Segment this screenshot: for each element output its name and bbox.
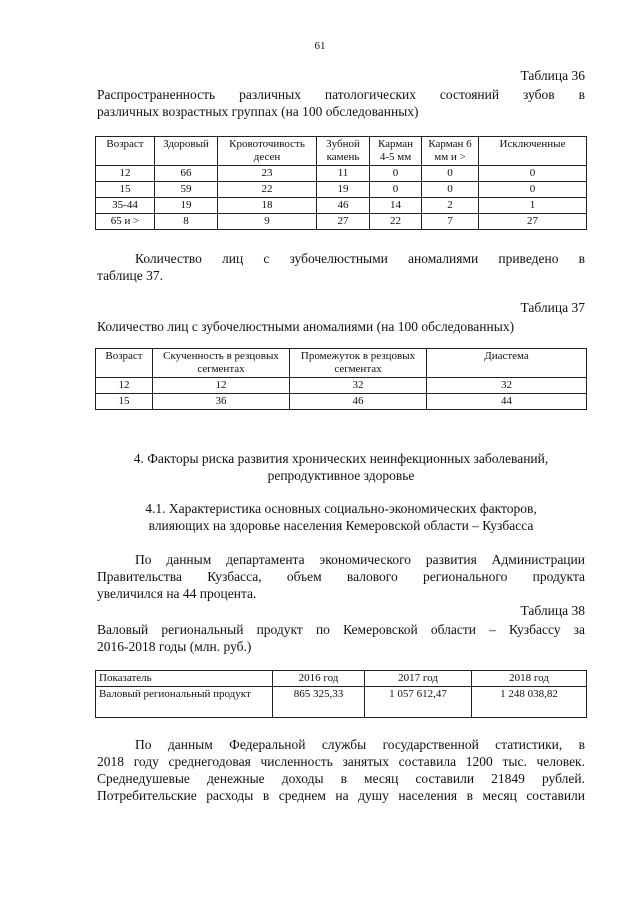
table36-header-cell: Зубной камень — [317, 137, 370, 166]
table-cell: 0 — [479, 166, 587, 182]
table36 — [95, 136, 587, 230]
table-cell: 23 — [218, 166, 317, 182]
table36-header-cell: Здоровый — [155, 137, 218, 166]
table-cell: 19 — [317, 182, 370, 198]
table36-header-cell: Возраст — [96, 137, 155, 166]
paragraph-3-line4: Потребительские расходы в среднем на душу населения в месяц составили — [97, 788, 585, 803]
table-cell: 65 и > — [96, 214, 155, 230]
table-cell: Валовый региональный продукт — [96, 687, 273, 718]
table36-title-line1: Распространенность различных патологических состояний зубов в — [97, 87, 585, 102]
paragraph-3-line1: По данным Федеральной службы государственной статистики, в — [135, 737, 585, 752]
table36-header-cell: Карман 4-5 мм — [370, 137, 422, 166]
table-cell: 15 — [96, 394, 153, 410]
table-cell: 27 — [317, 214, 370, 230]
table36-title-line2: различных возрастных группах (на 100 обследованных) — [97, 104, 419, 119]
table-cell: 19 — [155, 198, 218, 214]
table36-header-cell: Кровоточивость десен — [218, 137, 317, 166]
table36-header-row — [96, 137, 587, 166]
table-cell: 12 — [96, 166, 155, 182]
table38-header-cell: Показатель — [96, 671, 273, 687]
paragraph-2-line2: Правительства Кузбасса, объем валового регионального продукта — [97, 569, 585, 584]
table-cell: 12 — [153, 378, 290, 394]
table-cell: 22 — [218, 182, 317, 198]
table-cell: 46 — [317, 198, 370, 214]
table-cell: 0 — [479, 182, 587, 198]
table-row — [96, 378, 587, 394]
table-row — [96, 214, 587, 230]
table38-header-cell: 2016 год — [273, 671, 365, 687]
table38-title-line2: 2016-2018 годы (млн. руб.) — [97, 639, 252, 654]
paragraph-2-line1: По данным департамента экономического развития Администрации — [135, 552, 585, 567]
table-row — [96, 166, 587, 182]
table-cell: 2 — [422, 198, 479, 214]
paragraph-3-line3: Среднедушевые денежные доходы в месяц составили 21849 рублей. — [97, 771, 585, 786]
table-row — [96, 198, 587, 214]
page-number: 61 — [314, 40, 326, 52]
table-cell: 1 057 612,47 — [365, 687, 472, 718]
table-cell: 22 — [370, 214, 422, 230]
table-cell: 27 — [479, 214, 587, 230]
table-cell: 32 — [290, 378, 427, 394]
table38-header-cell: 2017 год — [365, 671, 472, 687]
table38-title-line1: Валовый региональный продукт по Кемеровской области – Кузбассу за — [97, 622, 585, 637]
table-cell: 59 — [155, 182, 218, 198]
paragraph-1-line2: таблице 37. — [97, 268, 164, 283]
table37-header-cell: Промежуток в резцовых сегментах — [290, 349, 427, 378]
table37-header-cell: Скученность в резцовых сегментах — [153, 349, 290, 378]
table-cell: 44 — [427, 394, 587, 410]
table38-header-cell: 2018 год — [472, 671, 587, 687]
table37-header-cell: Диастема — [427, 349, 587, 378]
table-cell: 7 — [422, 214, 479, 230]
table-cell: 0 — [370, 166, 422, 182]
section-4-heading-line1: 4. Факторы риска развития хронических неинфекционных заболеваний, — [133, 451, 549, 466]
table-row — [96, 687, 587, 718]
section-4-1-heading-line2: влияющих на здоровье населения Кемеровской области – Кузбасса — [148, 518, 534, 533]
table-cell: 8 — [155, 214, 218, 230]
paragraph-3-line2: 2018 году среднегодовая численность занятых составила 1200 тыс. человек. — [97, 754, 585, 769]
table36-caption: Таблица 36 — [520, 68, 585, 83]
section-4-heading-line2: репродуктивное здоровье — [267, 468, 415, 483]
table-cell: 0 — [422, 166, 479, 182]
table37 — [95, 348, 587, 410]
table-cell: 9 — [218, 214, 317, 230]
table38-caption: Таблица 38 — [520, 603, 585, 618]
table-cell: 46 — [290, 394, 427, 410]
table37-header-row — [96, 349, 587, 378]
table-cell: 0 — [422, 182, 479, 198]
table-cell: 36 — [153, 394, 290, 410]
table37-caption: Таблица 37 — [520, 300, 585, 315]
paragraph-2-line3: увеличился на 44 процента. — [97, 586, 257, 601]
section-4-1-heading-line1: 4.1. Характеристика основных социально-экономических факторов, — [145, 501, 537, 516]
table36-header-cell: Исключенные — [479, 137, 587, 166]
table-cell: 1 248 038,82 — [472, 687, 587, 718]
table37-title: Количество лиц с зубочелюстными аномалиями (на 100 обследованных) — [97, 319, 515, 334]
table-cell: 0 — [370, 182, 422, 198]
table38 — [95, 670, 587, 718]
table38-header-row — [96, 671, 587, 687]
table-cell: 32 — [427, 378, 587, 394]
table-cell: 12 — [96, 378, 153, 394]
table-cell: 14 — [370, 198, 422, 214]
table-cell: 18 — [218, 198, 317, 214]
table-cell: 35-44 — [96, 198, 155, 214]
table-cell: 15 — [96, 182, 155, 198]
table-row — [96, 394, 587, 410]
table-row — [96, 182, 587, 198]
paragraph-1-line1: Количество лиц с зубочелюстными аномалиями приведено в — [135, 251, 585, 266]
table36-header-cell: Карман 6 мм и > — [422, 137, 479, 166]
table-cell: 11 — [317, 166, 370, 182]
table37-header-cell: Возраст — [96, 349, 153, 378]
table-cell: 66 — [155, 166, 218, 182]
table-cell: 1 — [479, 198, 587, 214]
table-cell: 865 325,33 — [273, 687, 365, 718]
